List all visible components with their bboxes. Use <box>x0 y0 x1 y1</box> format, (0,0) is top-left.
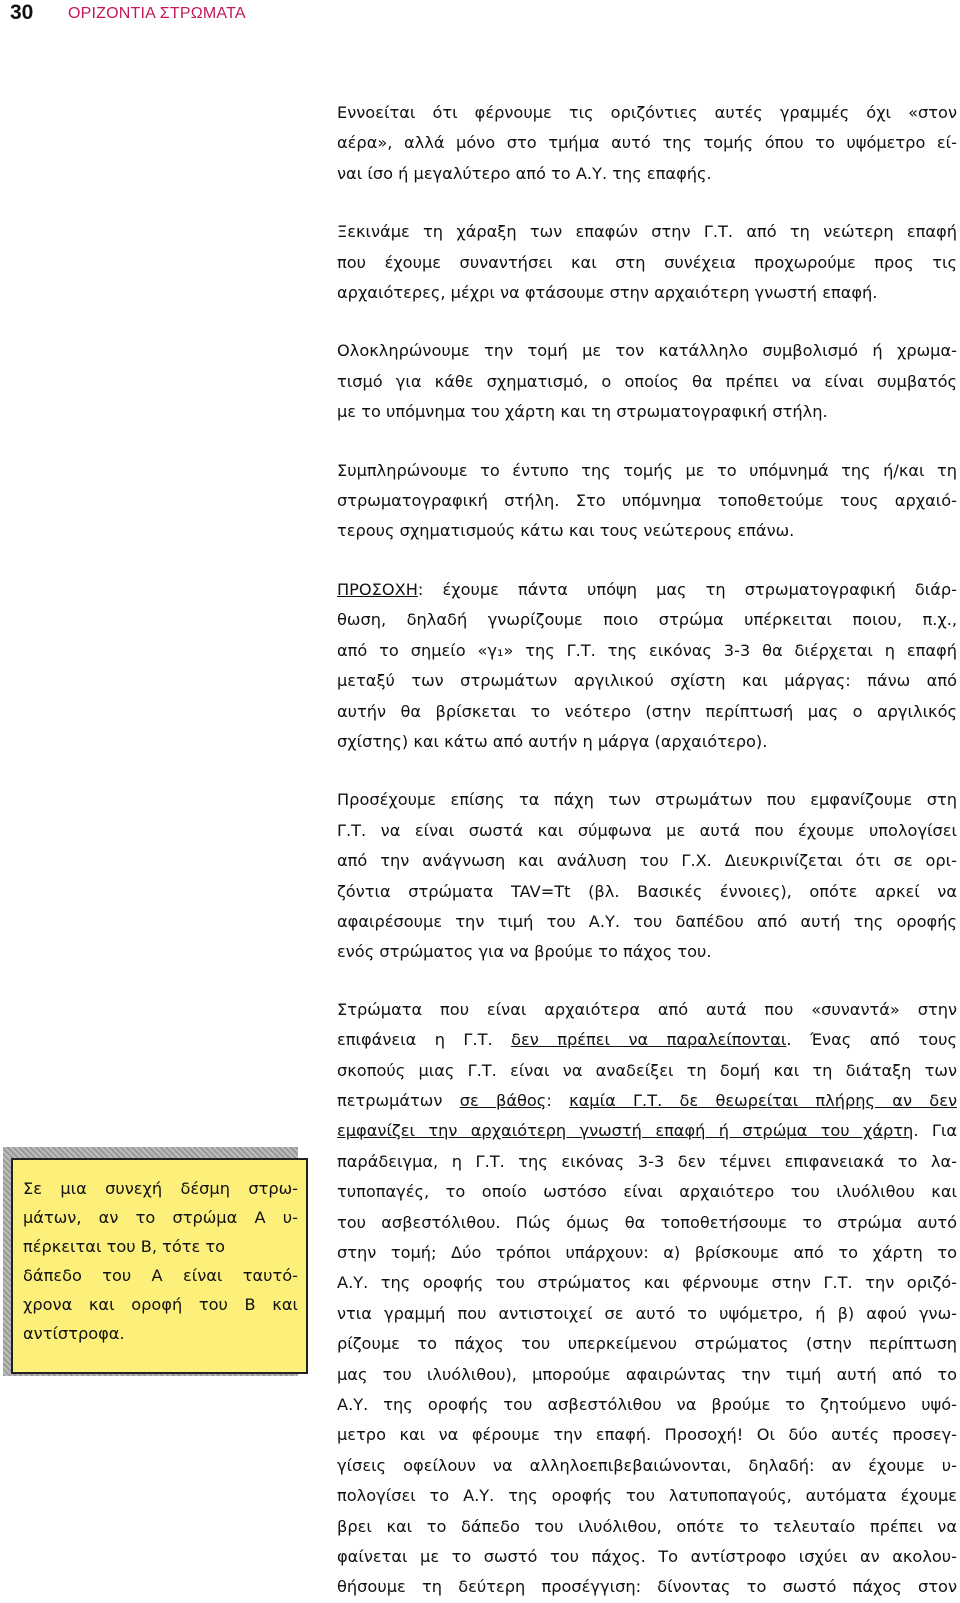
paragraph-2 <box>337 217 957 308</box>
text-span: : <box>546 1090 570 1110</box>
text-line: ντια γραμμή που αντιστοιχεί σε αυτό το υψόμετρο, ή β) αφού γνω- <box>337 1303 957 1323</box>
note-line: χρονα και οροφή του Β και <box>23 1295 298 1314</box>
note-line: πέρκειται του Β, τότε το <box>23 1237 226 1256</box>
text-line: από το σημείο «γ₁» της Γ.Τ. της εικόνας 3-3 θα διέρχεται η επαφή <box>337 640 957 660</box>
running-head: ΟΡΙΖΟΝΤΙΑ ΣΤΡΩΜΑΤΑ <box>68 5 246 22</box>
text-span: . Ένας από τους <box>786 1030 958 1050</box>
underlined-text: καμία Γ.Τ. δε θεωρείται πλήρης αν δεν <box>569 1090 958 1110</box>
text-line: ενός στρώματος για να βρούμε το πάχος του. <box>337 942 712 962</box>
paragraph-6 <box>337 785 957 967</box>
paragraph-4 <box>337 456 957 547</box>
text-line: αφαιρέσουμε την τιμή του Α.Υ. του δαπέδου από αυτή της οροφής <box>337 911 957 931</box>
text-span: . Για <box>913 1121 957 1141</box>
text-line: αέρα», αλλά μόνο στο τμήμα αυτό της τομής όπου το υψόμετρο εί- <box>337 133 957 153</box>
text-line: που έχουμε συναντήσει και στη συνέχεια προχωρούμε προς τις <box>337 252 957 272</box>
text-line: μεταξύ των στρωμάτων αργιλικού σχίστη και μάργας: πάνω από <box>337 671 957 691</box>
text-line: σκοπούς μιας Γ.Τ. είναι να αναδείξει τη δομή και τη διάταξη των <box>337 1060 957 1080</box>
text-line <box>337 575 957 605</box>
underlined-text: δεν πρέπει να παραλείπονται <box>511 1030 787 1050</box>
text-line: Εννοείται ότι φέρνουμε τις οριζόντιες αυτές γραμμές όχι «στον <box>337 103 957 122</box>
underlined-text: εμφανίζει την αρχαιότερη γνωστή επαφή ή στρώμα του χάρτη <box>337 1121 914 1141</box>
text-span: πετρωμάτων <box>337 1090 460 1110</box>
text-line <box>337 1025 957 1055</box>
text-span: : έχουμε πάντα υπόψη μας τη στρωματογραφική διάρ- <box>417 579 957 599</box>
text-line: Α.Υ. της οροφής του στρώματος και φέρνουμε στην Γ.Τ. την οριζό- <box>337 1273 957 1293</box>
page-header <box>0 0 960 34</box>
paragraph-3 <box>337 336 957 427</box>
text-line: βρει και το δάπεδο του ιλυόλιθου, οπότε το τελευταίο πρέπει να <box>337 1516 957 1536</box>
attention-label: ΠΡΟΣΟΧΗ <box>337 579 418 599</box>
text-line: τυποπαγές, το οποίο ωστόσο είναι αρχαιότερο του ιλυόλιθου και <box>337 1182 957 1202</box>
text-line: του ασβεστόλιθου. Πώς όμως θα τοποθετήσουμε το στρώμα αυτό <box>337 1212 957 1232</box>
text-line: σχίστης) και κάτω από αυτήν η μάργα (αρχαιότερο). <box>337 731 768 751</box>
margin-note-box <box>11 1158 308 1374</box>
text-line: θήσουμε τη δεύτερη προσέγγιση: δίνοντας το σωστό πάχος στον <box>337 1577 957 1597</box>
margin-note-text <box>23 1174 298 1348</box>
text-line: ρίζουμε το πάχος του υπερκείμενου στρώματος (στην περίπτωση <box>337 1334 957 1354</box>
text-line: Συμπληρώνουμε το έντυπο της τομής με το υπόμνημά της ή/και τη <box>337 460 957 480</box>
text-line <box>337 1086 957 1116</box>
text-line: αυτήν θα βρίσκεται το νεότερο (στην περίπτωσή μας ο αργιλικός <box>337 701 957 721</box>
text-line: στρωματογραφική στήλη. Στο υπόμνημα τοποθετούμε τους αρχαιό- <box>337 491 957 511</box>
main-text-column <box>337 98 957 1603</box>
text-line: πολογίσει το Α.Υ. της οροφής του λατυποπαγούς, αυτόματα έχουμε <box>337 1486 957 1506</box>
text-line: μας του ιλυόλιθου), μπορούμε αφαιρώντας την τιμή αυτή από το <box>337 1364 957 1384</box>
text-line: Ολοκληρώνουμε την τομή με τον κατάλληλο συμβολισμό ή χρωμα- <box>337 341 957 361</box>
underlined-text: σε βάθος <box>459 1090 547 1110</box>
text-span: επιφάνεια η Γ.Τ. <box>337 1030 512 1050</box>
note-line: αντίστροφα. <box>23 1324 125 1343</box>
text-line: ζόντια στρώματα TAV=Tt (βλ. Βασικές έννοιες), οπότε αρκεί να <box>337 881 957 901</box>
text-line: με το υπόμνημα του χάρτη και τη στρωματογραφική στήλη. <box>337 402 828 422</box>
text-line: φαίνεται με το σωστό του πάχος. Το αντίστροφο ισχύει αν ακολου- <box>337 1547 957 1567</box>
note-line: μάτων, αν το στρώμα Α υ- <box>23 1208 298 1227</box>
text-line: Ξεκινάμε τη χάραξη των επαφών στην Γ.Τ. από τη νεώτερη επαφή <box>337 222 957 242</box>
text-line: παράδειγμα, η Γ.Τ. της εικόνας 3-3 δεν τέμνει επιφανειακά το λα- <box>337 1151 957 1171</box>
text-line: Α.Υ. της οροφής του ασβεστόλιθου να βρούμε το ζητούμενο υψό- <box>337 1395 957 1415</box>
text-line: Προσέχουμε επίσης τα πάχη των στρωμάτων που εμφανίζουμε στη <box>337 790 957 810</box>
text-line: στην τομή; Δύο τρόποι υπάρχουν: α) βρίσκουμε από το χάρτη το <box>337 1243 957 1262</box>
text-line: τερους σχηματισμούς κάτω και τους νεώτερους επάνω. <box>337 521 795 541</box>
text-line: θωση, δηλαδή γνωρίζουμε ποιο στρώμα υπέρκειται ποιου, π.χ., <box>337 610 957 630</box>
paragraph-attention <box>337 575 957 757</box>
paragraph-7 <box>337 995 957 1603</box>
note-line: Σε μια συνεχή δέσμη στρω- <box>23 1179 298 1198</box>
paragraph-1 <box>337 98 957 189</box>
text-line: μετρο και να φέρουμε την επαφή. Προσοχή! Οι δύο αυτές προσεγ- <box>337 1425 957 1445</box>
text-line: αρχαιότερες, μέχρι να φτάσουμε στην αρχαιότερη γνωστή επαφή. <box>337 283 878 303</box>
text-line: από την ανάγνωση και ανάλυση του Γ.Χ. Διευκρινίζεται ότι σε ορι- <box>337 851 957 871</box>
text-line: γίσεις οφείλουν να αλληλοεπιβεβαιώνονται, δηλαδή: αν έχουμε υ- <box>337 1455 957 1475</box>
text-line: Στρώματα που είναι αρχαιότερα από αυτά που «συναντά» στην <box>337 999 957 1019</box>
page-number: 30 <box>10 1 34 24</box>
text-line: ναι ίσο ή μεγαλύτερο από το Α.Υ. της επαφής. <box>337 163 712 183</box>
note-line: δάπεδο του Α είναι ταυτό- <box>23 1266 298 1285</box>
text-line <box>337 1116 957 1146</box>
text-line: Γ.Τ. να είναι σωστά και σύμφωνα με αυτά που έχουμε υπολογίσει <box>337 820 957 840</box>
text-line: τισμό για κάθε σχηματισμό, ο οποίος θα πρέπει να είναι συμβατός <box>337 371 957 391</box>
